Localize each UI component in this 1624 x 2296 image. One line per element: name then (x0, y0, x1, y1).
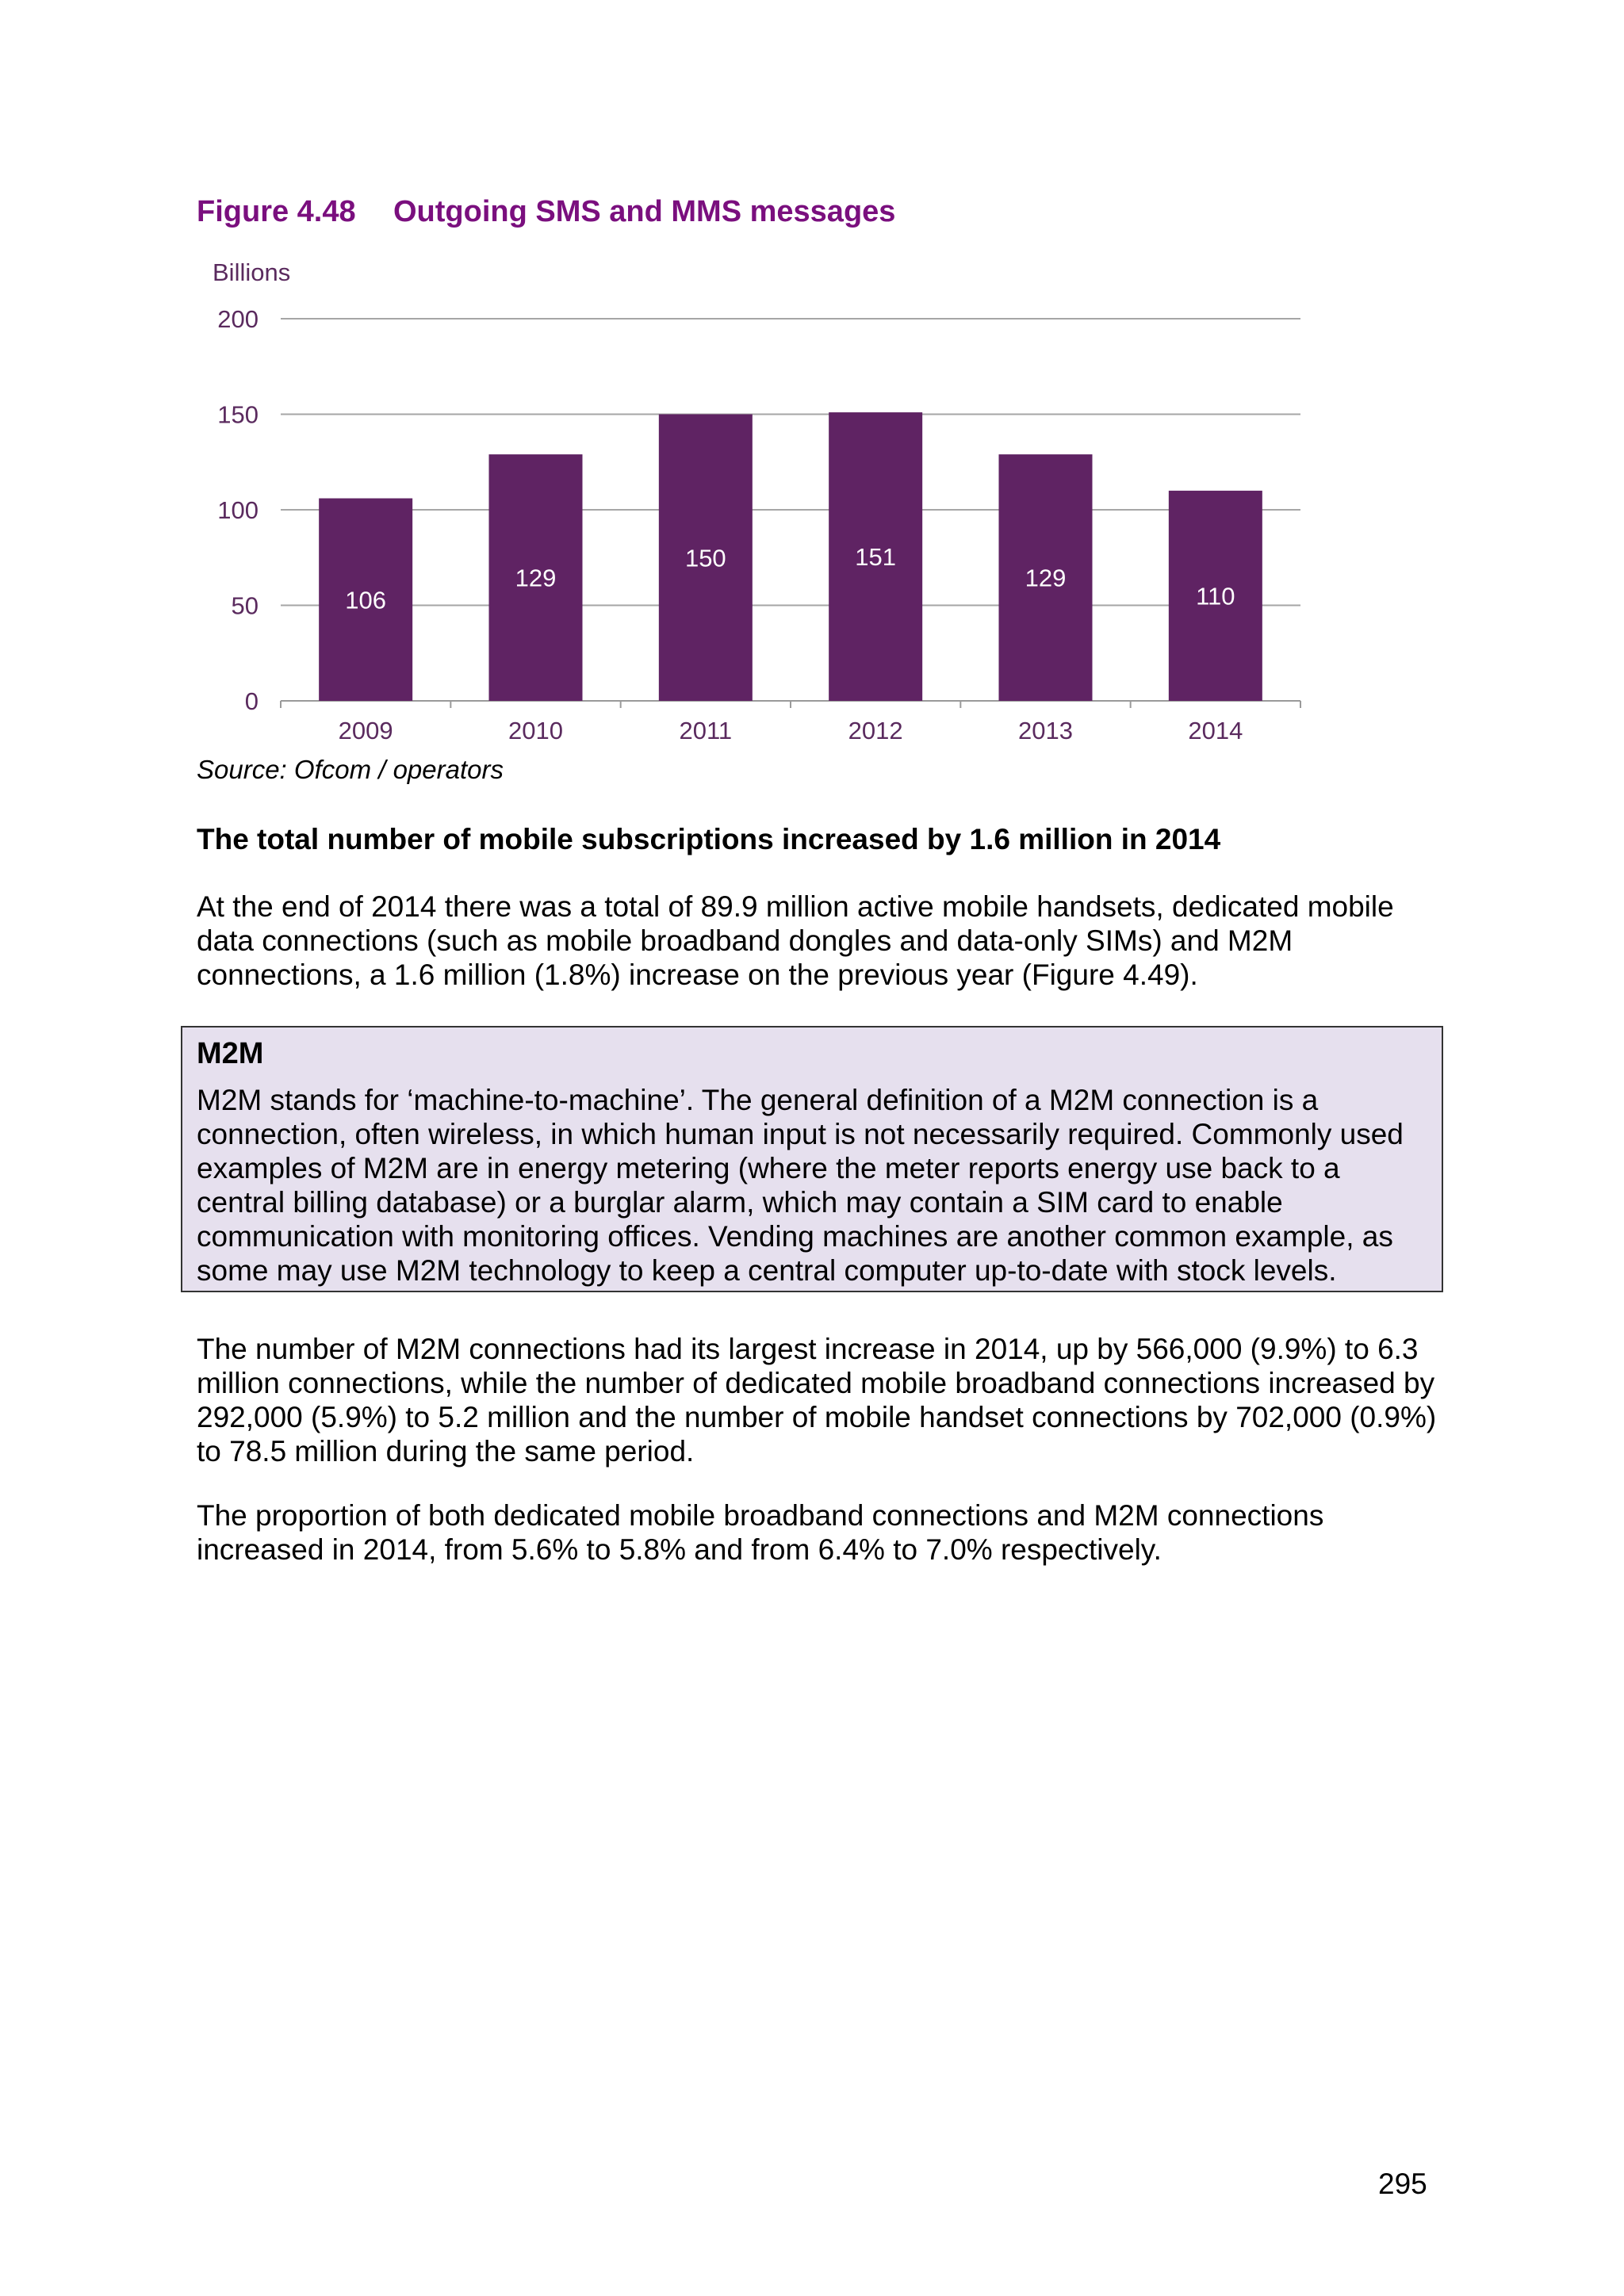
x-tick-label-2010: 2010 (508, 717, 563, 744)
m2m-box-title: M2M (197, 1037, 264, 1070)
y-tick-label-0: 0 (244, 687, 259, 715)
y-tick-label-200: 200 (217, 305, 259, 333)
y-tick-label-100: 100 (217, 496, 259, 524)
x-tick-label-2009: 2009 (338, 717, 393, 744)
figure-number: Figure 4.48 (197, 195, 356, 228)
m2m-info-box (181, 1026, 1443, 1292)
paragraph-subscriptions: At the end of 2014 there was a total of 89.9 million active mobile handsets, dedicated mobile data connections (such as mobile broadband dongles and data-only SIMs) and M2M connections, a 1.6 million (1.8%) increase on the previous year (Figure 4.49). (197, 890, 1394, 991)
y-tick-label-50: 50 (231, 591, 259, 620)
x-tick-label-2012: 2012 (848, 717, 903, 744)
data-label-2014: 110 (1196, 582, 1235, 610)
y-axis-label: Billions (213, 258, 291, 286)
paragraph-proportion: The proportion of both dedicated mobile broadband connections and M2M connections increased in 2014, from 5.6% to 5.8% and from 6.4% to 7.0% respectively. (197, 1499, 1324, 1566)
data-label-2010: 129 (515, 564, 557, 592)
x-tick-label-2013: 2013 (1018, 717, 1073, 744)
data-label-2013: 129 (1025, 564, 1067, 592)
chart-source: Source: Ofcom / operators (197, 755, 504, 784)
data-label-2012: 151 (855, 543, 897, 572)
data-label-2009: 106 (345, 586, 387, 614)
data-label-2011: 150 (684, 544, 726, 572)
x-tick-label-2014: 2014 (1188, 717, 1243, 744)
m2m-box-body: M2M stands for ‘machine-to-machine’. The general definition of a M2M connection is a connection, often wireless, in which human input is not necessarily required. Commonly used examples of M2M are in energy metering (where the meter reports energy use back to a central billing database) or a burglar alarm, which may contain a SIM card to enable communication with monitoring offices. Vending machines are another common example, as some may use M2M technology to keep a central computer up-to-date with stock levels. (197, 1084, 1404, 1287)
page-number: 295 (1378, 2168, 1427, 2200)
paragraph-m2m-connections: The number of M2M connections had its largest increase in 2014, up by 566,000 (9.9%) to 6.3 million connections, while the number of dedicated mobile broadband connections increased by 292,000 (5.9%) to 5.2 million and the number of mobile handset connections by 702,000 (0.9%) to 78.5 million during the same period. (197, 1333, 1437, 1468)
section-heading: The total number of mobile subscriptions increased by 1.6 million in 2014 (197, 823, 1221, 855)
figure-caption: Outgoing SMS and MMS messages (393, 195, 896, 228)
sms-mms-bar-chart (190, 252, 1316, 752)
x-tick-label-2011: 2011 (679, 717, 733, 744)
figure-title (197, 195, 895, 229)
y-tick-label-150: 150 (217, 400, 259, 429)
